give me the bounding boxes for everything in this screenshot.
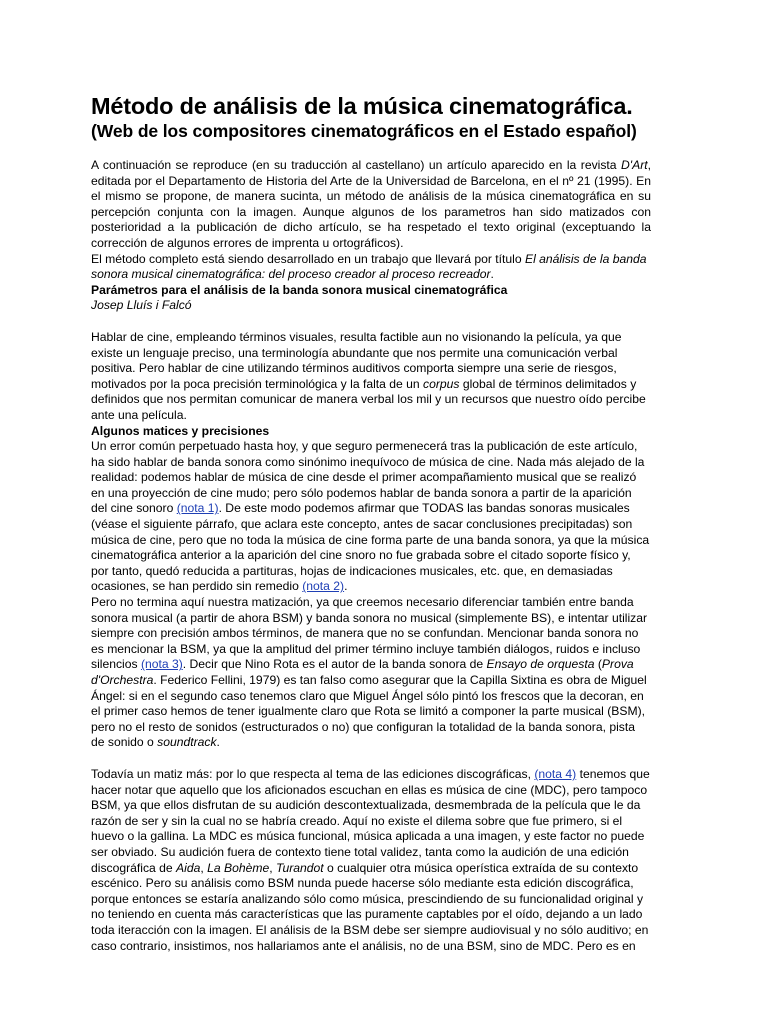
section-text: , [200,860,208,875]
note-1-link[interactable]: (nota 1) [176,501,219,516]
page-subtitle: (Web de los compositores cinematográficos en el Estado español) [91,121,637,141]
article-heading: Parámetros para el análisis de la banda sonora musical cinematográfica [91,282,508,297]
film-title: Ensayo de orquesta [486,657,595,672]
section-heading: Algunos matices y precisiones [91,423,270,438]
article-paragraph [91,330,651,424]
opera-title: Turandot [275,860,324,875]
section-text: ( [594,657,602,672]
section-text: . Decir que Nino Rota es el autor de la banda sonora de [182,657,487,672]
soundtrack-term: soundtrack [157,735,217,750]
section-paragraph-2 [91,595,651,751]
intro-paragraph [91,158,651,252]
opera-title: La Bohème [207,860,270,875]
article-text: global de términos delimitados y definidos que nos permitan comunicar de manera verbal los mil y un recursos que nuestro oído percibe ante una película. [91,376,646,422]
article-author: Josep Lluís i Falcó [91,298,192,313]
note-4-link[interactable]: (nota 4) [534,766,577,781]
section-text: . Federico Fellini, 1979) es tan falso como asegurar que la Capilla Sixtina es obra de Miguel Ángel: si en el segundo caso tenemos claro que Miguel Ángel sólo pintó los frescos que la decoran, en el primer caso hemos de tener igualmente claro que Rota se limitó a componer la parte musical (BSM), pero no el resto de sonidos (estructurados o no) que configuran la totalidad de la banda sonora, pista de sonido o [91,673,647,750]
section-text: Todavía un matiz más: por lo que respecta al tema de las ediciones discográficas, [91,766,535,781]
section-text: . [344,579,348,594]
page-title: Método de análisis de la música cinematográfica. [91,93,633,119]
section-text: o cualquier otra música operística extraída de su contexto escénico. Pero su análisis como BSM nunda puede hacerse sólo mediante esta edición discográfica, porque entonces se estaría analizando sólo como música, prescindiendo de su funcionalidad original y no teniendo en cuenta más características que las puramente captables por el oído, dejando a un lado toda iteracción con la imagen. El análisis de la BSM debe ser siempre audiovisual y no sólo auditivo; en caso contrario, insistimos, nos hallariamos ante el análisis, no de una BSM, sino de MDC. Pero es en [91,860,649,953]
opera-title: Aida [176,860,201,875]
document-body [91,92,651,954]
section-paragraph-3 [91,767,651,954]
note-2-link[interactable]: (nota 2) [302,579,345,594]
intro-text: , editada por el Departamento de Historia del Arte de la Universidad de Barcelona, en el nº 21 (1995). En el mismo se propone, de manera sucinta, un método de análisis de la música cinematográfica en su percepción conjunta con la imagen. Aunque algunos de los parametros han sido matizados con posterioridad a la publicación de dicho artículo, se ha respetado el texto original (exceptuando la corrección de algunos errores de imprenta u ortográficos). [91,158,651,250]
section-text: Un error común perpetuado hasta hoy, y que seguro permenecerá tras la publicación de este artículo, ha sido hablar de banda sonora como sinónimo inequívoco de música de cine. Nada más alejado de la realidad: podemos hablar de música de cine desde el primer acompañamiento musical que se realizó en una proyección de cine mudo; pero sólo podemos hablar de banda sonora a partir de la aparición del cine sonoro [91,439,645,516]
section-text: Pero no termina aquí nuestra matización, ya que creemos necesario diferenciar también entre banda sonora musical (a partir de ahora BSM) y banda sonora no musical (simplemente BS), e intentar utilizar siempre con precisión ambos términos, de manera que no se confundan. Mencionar banda sonora no es mencionar la BSM, ya que la amplitud del primer término incluye también diálogos, ruidos e incluso silencios [91,595,648,672]
section-text: . [216,735,220,750]
section-text: , [269,860,276,875]
corpus-term: corpus [423,376,460,391]
section-text: tenemos que hacer notar que aquello que los aficionados escuchan en ellas es música de cine (MDC), pero tampoco BSM, ya que ellos disfrutan de su audición descontextualizada, desmembrada de la película que le da razón de ser y sin la cual no se habría creado. Aquí no existe el dilema sobre que fue primero, si el huevo o la gallina. La MDC es música funcional, música aplicada a una imagen, y este factor no puede ser obviado. Su audición fuera de contexto tiene total validez, tanta como la audición de una edición discográfica de [91,766,650,875]
work-title: El análisis de la banda sonora musical cinematográfica: del proceso creador al proceso recreador [91,251,647,282]
intro-text: El método completo está siendo desarrollado en un trabajo que llevará por título [91,251,525,266]
section-paragraph-1 [91,439,651,595]
journal-name: D'Art [621,158,648,172]
article-text: Hablar de cine, empleando términos visuales, resulta factible aun no visionando la película, ya que existe un lenguaje preciso, una terminología abundante que nos permite una comunicación verbal positiva. Pero hablar de cine utilizando términos auditivos comporta siempre una serie de riesgos, motivados por la poca precisión terminológica y la falta de un [91,329,622,391]
intro-paragraph-2 [91,252,651,283]
note-3-link[interactable]: (nota 3) [140,657,183,672]
intro-text: A continuación se reproduce (en su traducción al castellano) un artículo aparecido en la revista [91,158,622,172]
intro-text: . [490,267,494,282]
film-original-title: Prova d'Orchestra [91,657,634,687]
section-text: . De este modo podemos afirmar que TODAS las bandas sonoras musicales (véase el siguiente párrafo, que aclara este concepto, antes de sacar conclusiones precipitadas) son música de cine, pero que no toda la música de cine forma parte de una banda sonora, ya que la música cinematográfica anterior a la aparición del cine snoro no fue grabada sobre el citado soporte físico y, por tanto, quedó reducida a partituras, hojas de indicaciones musicales, etc. que, en demasiadas ocasiones, se han perdido sin remedio [91,501,650,594]
